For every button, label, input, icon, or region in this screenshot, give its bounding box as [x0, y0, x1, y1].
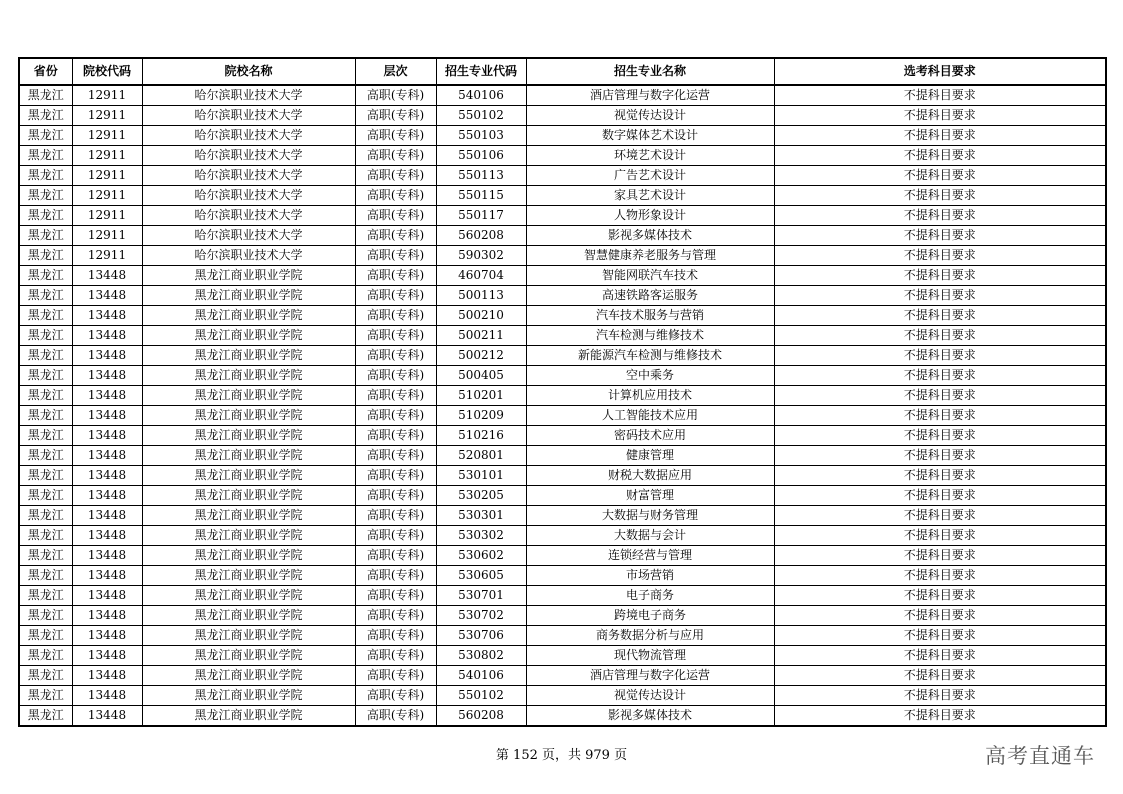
province-cell: 黑龙江 — [19, 446, 72, 466]
major-code-cell: 550115 — [436, 186, 526, 206]
level-cell: 高职(专科) — [355, 85, 436, 106]
province-cell: 黑龙江 — [19, 286, 72, 306]
level-cell: 高职(专科) — [355, 686, 436, 706]
table-row — [19, 326, 1106, 346]
subject-requirement-cell: 不提科目要求 — [774, 266, 1106, 286]
school-code-cell: 13448 — [72, 686, 142, 706]
school-name-cell: 哈尔滨职业技术大学 — [142, 146, 355, 166]
level-cell: 高职(专科) — [355, 126, 436, 146]
school-name-cell: 哈尔滨职业技术大学 — [142, 206, 355, 226]
major-code-cell: 550102 — [436, 106, 526, 126]
table-row — [19, 85, 1106, 106]
subject-requirement-cell: 不提科目要求 — [774, 246, 1106, 266]
table-row — [19, 566, 1106, 586]
school-code-cell: 13448 — [72, 666, 142, 686]
table-row — [19, 626, 1106, 646]
major-name-cell: 现代物流管理 — [526, 646, 774, 666]
major-code-cell: 520801 — [436, 446, 526, 466]
table-row — [19, 106, 1106, 126]
major-name-cell: 汽车技术服务与营销 — [526, 306, 774, 326]
school-name-cell: 黑龙江商业职业学院 — [142, 606, 355, 626]
table-row — [19, 546, 1106, 566]
province-cell: 黑龙江 — [19, 546, 72, 566]
subject-requirement-cell: 不提科目要求 — [774, 286, 1106, 306]
table-body — [19, 85, 1106, 726]
major-name-cell: 密码技术应用 — [526, 426, 774, 446]
table-row — [19, 206, 1106, 226]
school-name-cell: 哈尔滨职业技术大学 — [142, 246, 355, 266]
table-row — [19, 366, 1106, 386]
major-code-cell: 590302 — [436, 246, 526, 266]
school-name-cell: 黑龙江商业职业学院 — [142, 626, 355, 646]
school-code-cell: 12911 — [72, 186, 142, 206]
level-cell: 高职(专科) — [355, 246, 436, 266]
subject-requirement-cell: 不提科目要求 — [774, 366, 1106, 386]
province-cell: 黑龙江 — [19, 586, 72, 606]
level-cell: 高职(专科) — [355, 426, 436, 446]
major-code-cell: 560208 — [436, 706, 526, 727]
subject-requirement-cell: 不提科目要求 — [774, 666, 1106, 686]
major-name-cell: 连锁经营与管理 — [526, 546, 774, 566]
major-name-cell: 智能网联汽车技术 — [526, 266, 774, 286]
subject-requirement-cell: 不提科目要求 — [774, 506, 1106, 526]
subject-requirement-cell: 不提科目要求 — [774, 326, 1106, 346]
level-cell: 高职(专科) — [355, 226, 436, 246]
subject-requirement-cell: 不提科目要求 — [774, 146, 1106, 166]
subject-requirement-cell: 不提科目要求 — [774, 606, 1106, 626]
major-name-cell: 视觉传达设计 — [526, 686, 774, 706]
school-name-cell: 黑龙江商业职业学院 — [142, 266, 355, 286]
subject-requirement-cell: 不提科目要求 — [774, 626, 1106, 646]
province-cell: 黑龙江 — [19, 646, 72, 666]
subject-requirement-cell: 不提科目要求 — [774, 446, 1106, 466]
column-header-level: 层次 — [355, 58, 436, 85]
level-cell: 高职(专科) — [355, 386, 436, 406]
column-header-province: 省份 — [19, 58, 72, 85]
page-number: 第 152 页，共 979 页 — [495, 748, 628, 763]
major-name-cell: 人工智能技术应用 — [526, 406, 774, 426]
major-code-cell: 530702 — [436, 606, 526, 626]
watermark: 高考直通车 — [985, 744, 1095, 768]
table-row — [19, 406, 1106, 426]
school-code-cell: 13448 — [72, 306, 142, 326]
school-code-cell: 13448 — [72, 286, 142, 306]
subject-requirement-cell: 不提科目要求 — [774, 426, 1106, 446]
province-cell: 黑龙江 — [19, 126, 72, 146]
level-cell: 高职(专科) — [355, 486, 436, 506]
subject-requirement-cell: 不提科目要求 — [774, 126, 1106, 146]
province-cell: 黑龙江 — [19, 266, 72, 286]
school-code-cell: 12911 — [72, 166, 142, 186]
column-header-school-code: 院校代码 — [72, 58, 142, 85]
admission-table — [18, 57, 1107, 727]
school-code-cell: 13448 — [72, 706, 142, 727]
table-row — [19, 466, 1106, 486]
table-row — [19, 486, 1106, 506]
major-code-cell: 550113 — [436, 166, 526, 186]
major-name-cell: 数字媒体艺术设计 — [526, 126, 774, 146]
province-cell: 黑龙江 — [19, 346, 72, 366]
major-name-cell: 新能源汽车检测与维修技术 — [526, 346, 774, 366]
school-name-cell: 黑龙江商业职业学院 — [142, 306, 355, 326]
major-name-cell: 大数据与财务管理 — [526, 506, 774, 526]
table-row — [19, 686, 1106, 706]
major-code-cell: 500405 — [436, 366, 526, 386]
major-code-cell: 510201 — [436, 386, 526, 406]
table-row — [19, 126, 1106, 146]
school-code-cell: 12911 — [72, 106, 142, 126]
level-cell: 高职(专科) — [355, 466, 436, 486]
level-cell: 高职(专科) — [355, 306, 436, 326]
school-code-cell: 12911 — [72, 206, 142, 226]
school-code-cell: 13448 — [72, 366, 142, 386]
major-name-cell: 高速铁路客运服务 — [526, 286, 774, 306]
level-cell: 高职(专科) — [355, 366, 436, 386]
school-name-cell: 哈尔滨职业技术大学 — [142, 166, 355, 186]
province-cell: 黑龙江 — [19, 206, 72, 226]
province-cell: 黑龙江 — [19, 146, 72, 166]
major-code-cell: 540106 — [436, 85, 526, 106]
major-code-cell: 530101 — [436, 466, 526, 486]
major-name-cell: 智慧健康养老服务与管理 — [526, 246, 774, 266]
school-name-cell: 哈尔滨职业技术大学 — [142, 226, 355, 246]
table-row — [19, 446, 1106, 466]
province-cell: 黑龙江 — [19, 626, 72, 646]
school-code-cell: 12911 — [72, 126, 142, 146]
subject-requirement-cell: 不提科目要求 — [774, 386, 1106, 406]
level-cell: 高职(专科) — [355, 266, 436, 286]
major-code-cell: 530802 — [436, 646, 526, 666]
major-code-cell: 460704 — [436, 266, 526, 286]
column-header-school-name: 院校名称 — [142, 58, 355, 85]
table-row — [19, 506, 1106, 526]
school-code-cell: 13448 — [72, 426, 142, 446]
school-code-cell: 13448 — [72, 486, 142, 506]
school-name-cell: 黑龙江商业职业学院 — [142, 466, 355, 486]
school-code-cell: 13448 — [72, 406, 142, 426]
major-name-cell: 汽车检测与维修技术 — [526, 326, 774, 346]
school-name-cell: 哈尔滨职业技术大学 — [142, 126, 355, 146]
major-code-cell: 540106 — [436, 666, 526, 686]
school-name-cell: 黑龙江商业职业学院 — [142, 366, 355, 386]
school-name-cell: 黑龙江商业职业学院 — [142, 526, 355, 546]
subject-requirement-cell: 不提科目要求 — [774, 206, 1106, 226]
province-cell: 黑龙江 — [19, 406, 72, 426]
major-code-cell: 550103 — [436, 126, 526, 146]
school-code-cell: 12911 — [72, 226, 142, 246]
school-code-cell: 13448 — [72, 386, 142, 406]
school-code-cell: 12911 — [72, 246, 142, 266]
subject-requirement-cell: 不提科目要求 — [774, 406, 1106, 426]
province-cell: 黑龙江 — [19, 426, 72, 446]
major-name-cell: 酒店管理与数字化运营 — [526, 85, 774, 106]
province-cell: 黑龙江 — [19, 246, 72, 266]
level-cell: 高职(专科) — [355, 346, 436, 366]
province-cell: 黑龙江 — [19, 186, 72, 206]
subject-requirement-cell: 不提科目要求 — [774, 166, 1106, 186]
major-code-cell: 500113 — [436, 286, 526, 306]
school-code-cell: 12911 — [72, 146, 142, 166]
subject-requirement-cell: 不提科目要求 — [774, 466, 1106, 486]
school-name-cell: 黑龙江商业职业学院 — [142, 666, 355, 686]
province-cell: 黑龙江 — [19, 366, 72, 386]
level-cell: 高职(专科) — [355, 626, 436, 646]
school-name-cell: 黑龙江商业职业学院 — [142, 406, 355, 426]
major-name-cell: 计算机应用技术 — [526, 386, 774, 406]
table-row — [19, 166, 1106, 186]
school-name-cell: 黑龙江商业职业学院 — [142, 546, 355, 566]
school-code-cell: 13448 — [72, 446, 142, 466]
school-code-cell: 13448 — [72, 586, 142, 606]
province-cell: 黑龙江 — [19, 486, 72, 506]
school-name-cell: 黑龙江商业职业学院 — [142, 386, 355, 406]
province-cell: 黑龙江 — [19, 606, 72, 626]
subject-requirement-cell: 不提科目要求 — [774, 646, 1106, 666]
major-name-cell: 人物形象设计 — [526, 206, 774, 226]
table-row — [19, 386, 1106, 406]
major-name-cell: 跨境电子商务 — [526, 606, 774, 626]
province-cell: 黑龙江 — [19, 706, 72, 727]
major-code-cell: 510209 — [436, 406, 526, 426]
school-code-cell: 13448 — [72, 526, 142, 546]
column-header-major-code: 招生专业代码 — [436, 58, 526, 85]
school-code-cell: 13448 — [72, 466, 142, 486]
major-name-cell: 电子商务 — [526, 586, 774, 606]
table-row — [19, 526, 1106, 546]
major-name-cell: 影视多媒体技术 — [526, 706, 774, 727]
table-row — [19, 246, 1106, 266]
school-code-cell: 12911 — [72, 85, 142, 106]
major-code-cell: 530301 — [436, 506, 526, 526]
major-code-cell: 530602 — [436, 546, 526, 566]
major-name-cell: 空中乘务 — [526, 366, 774, 386]
school-name-cell: 黑龙江商业职业学院 — [142, 506, 355, 526]
school-name-cell: 哈尔滨职业技术大学 — [142, 106, 355, 126]
province-cell: 黑龙江 — [19, 566, 72, 586]
major-code-cell: 500212 — [436, 346, 526, 366]
major-code-cell: 550117 — [436, 206, 526, 226]
major-name-cell: 酒店管理与数字化运营 — [526, 666, 774, 686]
table-row — [19, 266, 1106, 286]
province-cell: 黑龙江 — [19, 526, 72, 546]
table-row — [19, 226, 1106, 246]
school-name-cell: 黑龙江商业职业学院 — [142, 686, 355, 706]
table-row — [19, 346, 1106, 366]
level-cell: 高职(专科) — [355, 586, 436, 606]
subject-requirement-cell: 不提科目要求 — [774, 486, 1106, 506]
major-name-cell: 家具艺术设计 — [526, 186, 774, 206]
school-code-cell: 13448 — [72, 626, 142, 646]
major-name-cell: 市场营销 — [526, 566, 774, 586]
school-code-cell: 13448 — [72, 646, 142, 666]
table-header-row — [19, 58, 1106, 85]
major-code-cell: 550106 — [436, 146, 526, 166]
level-cell: 高职(专科) — [355, 106, 436, 126]
table-row — [19, 306, 1106, 326]
level-cell: 高职(专科) — [355, 186, 436, 206]
province-cell: 黑龙江 — [19, 166, 72, 186]
province-cell: 黑龙江 — [19, 106, 72, 126]
subject-requirement-cell: 不提科目要求 — [774, 106, 1106, 126]
major-name-cell: 健康管理 — [526, 446, 774, 466]
major-name-cell: 影视多媒体技术 — [526, 226, 774, 246]
major-name-cell: 视觉传达设计 — [526, 106, 774, 126]
level-cell: 高职(专科) — [355, 646, 436, 666]
school-name-cell: 哈尔滨职业技术大学 — [142, 186, 355, 206]
level-cell: 高职(专科) — [355, 326, 436, 346]
level-cell: 高职(专科) — [355, 146, 436, 166]
school-code-cell: 13448 — [72, 346, 142, 366]
subject-requirement-cell: 不提科目要求 — [774, 686, 1106, 706]
major-code-cell: 530605 — [436, 566, 526, 586]
school-name-cell: 黑龙江商业职业学院 — [142, 326, 355, 346]
table-row — [19, 666, 1106, 686]
subject-requirement-cell: 不提科目要求 — [774, 186, 1106, 206]
school-name-cell: 黑龙江商业职业学院 — [142, 446, 355, 466]
column-header-subject-requirement: 选考科目要求 — [774, 58, 1106, 85]
major-code-cell: 560208 — [436, 226, 526, 246]
table-row — [19, 646, 1106, 666]
major-name-cell: 财税大数据应用 — [526, 466, 774, 486]
province-cell: 黑龙江 — [19, 466, 72, 486]
subject-requirement-cell: 不提科目要求 — [774, 346, 1106, 366]
table-row — [19, 286, 1106, 306]
level-cell: 高职(专科) — [355, 566, 436, 586]
level-cell: 高职(专科) — [355, 706, 436, 727]
school-name-cell: 黑龙江商业职业学院 — [142, 286, 355, 306]
level-cell: 高职(专科) — [355, 206, 436, 226]
subject-requirement-cell: 不提科目要求 — [774, 226, 1106, 246]
level-cell: 高职(专科) — [355, 506, 436, 526]
school-name-cell: 哈尔滨职业技术大学 — [142, 85, 355, 106]
major-code-cell: 500211 — [436, 326, 526, 346]
school-code-cell: 13448 — [72, 266, 142, 286]
province-cell: 黑龙江 — [19, 666, 72, 686]
province-cell: 黑龙江 — [19, 326, 72, 346]
subject-requirement-cell: 不提科目要求 — [774, 526, 1106, 546]
school-name-cell: 黑龙江商业职业学院 — [142, 426, 355, 446]
subject-requirement-cell: 不提科目要求 — [774, 566, 1106, 586]
school-name-cell: 黑龙江商业职业学院 — [142, 346, 355, 366]
level-cell: 高职(专科) — [355, 406, 436, 426]
major-code-cell: 510216 — [436, 426, 526, 446]
school-name-cell: 黑龙江商业职业学院 — [142, 486, 355, 506]
province-cell: 黑龙江 — [19, 85, 72, 106]
major-code-cell: 530701 — [436, 586, 526, 606]
major-name-cell: 大数据与会计 — [526, 526, 774, 546]
major-name-cell: 财富管理 — [526, 486, 774, 506]
subject-requirement-cell: 不提科目要求 — [774, 85, 1106, 106]
level-cell: 高职(专科) — [355, 446, 436, 466]
level-cell: 高职(专科) — [355, 546, 436, 566]
subject-requirement-cell: 不提科目要求 — [774, 306, 1106, 326]
school-name-cell: 黑龙江商业职业学院 — [142, 566, 355, 586]
subject-requirement-cell: 不提科目要求 — [774, 546, 1106, 566]
table-row — [19, 146, 1106, 166]
major-name-cell: 环境艺术设计 — [526, 146, 774, 166]
major-name-cell: 广告艺术设计 — [526, 166, 774, 186]
province-cell: 黑龙江 — [19, 386, 72, 406]
school-name-cell: 黑龙江商业职业学院 — [142, 646, 355, 666]
subject-requirement-cell: 不提科目要求 — [774, 706, 1106, 727]
school-code-cell: 13448 — [72, 506, 142, 526]
province-cell: 黑龙江 — [19, 306, 72, 326]
subject-requirement-cell: 不提科目要求 — [774, 586, 1106, 606]
level-cell: 高职(专科) — [355, 666, 436, 686]
major-code-cell: 530205 — [436, 486, 526, 506]
province-cell: 黑龙江 — [19, 226, 72, 246]
table-row — [19, 706, 1106, 727]
major-code-cell: 530706 — [436, 626, 526, 646]
school-code-cell: 13448 — [72, 326, 142, 346]
school-code-cell: 13448 — [72, 546, 142, 566]
table-row — [19, 426, 1106, 446]
level-cell: 高职(专科) — [355, 286, 436, 306]
province-cell: 黑龙江 — [19, 506, 72, 526]
table-row — [19, 186, 1106, 206]
level-cell: 高职(专科) — [355, 166, 436, 186]
school-name-cell: 黑龙江商业职业学院 — [142, 586, 355, 606]
major-name-cell: 商务数据分析与应用 — [526, 626, 774, 646]
table-row — [19, 606, 1106, 626]
major-code-cell: 550102 — [436, 686, 526, 706]
level-cell: 高职(专科) — [355, 606, 436, 626]
major-code-cell: 500210 — [436, 306, 526, 326]
major-code-cell: 530302 — [436, 526, 526, 546]
table-row — [19, 586, 1106, 606]
level-cell: 高职(专科) — [355, 526, 436, 546]
school-code-cell: 13448 — [72, 606, 142, 626]
province-cell: 黑龙江 — [19, 686, 72, 706]
column-header-major-name: 招生专业名称 — [526, 58, 774, 85]
school-name-cell: 黑龙江商业职业学院 — [142, 706, 355, 727]
school-code-cell: 13448 — [72, 566, 142, 586]
